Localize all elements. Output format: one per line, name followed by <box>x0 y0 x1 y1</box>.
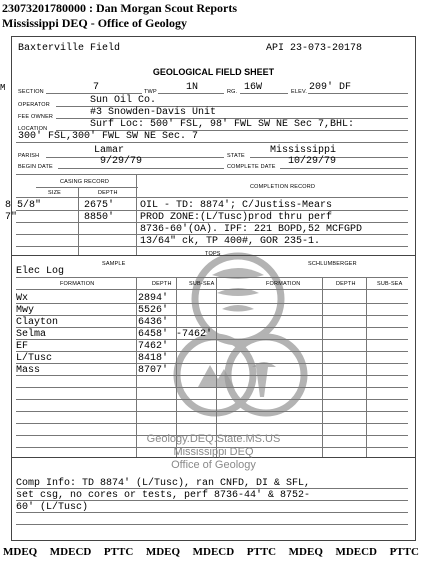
schlumberger-label: SCHLUMBERGER <box>308 261 357 267</box>
complete-date-label: COMPLETE DATE <box>227 164 276 170</box>
location-line-1: Surf Loc: 500' FSL, 98' FWL SW NE Sec 7,BHL: <box>90 119 355 130</box>
fee-owner-value: #3 Snowden-Davis Unit <box>90 107 217 118</box>
top-depth-6: 8418' <box>138 353 169 364</box>
watermark-url: Geology.DEQ.State.MS.US <box>146 433 281 445</box>
complete-date-value: 10/29/79 <box>288 156 337 167</box>
completion-line-2: PROD ZONE:(L/Tusc)prod thru perf <box>140 212 333 223</box>
casing-record-label: CASING RECORD <box>60 179 110 185</box>
footer-item-7: MDEQ <box>288 546 323 558</box>
operator-value: Sun Oil Co. <box>90 95 157 106</box>
sample-label: SAMPLE <box>102 261 126 267</box>
footer-item-1: MDEQ <box>3 546 38 558</box>
top-depth-2: 5526' <box>138 305 169 316</box>
completion-line-3: 8736-60'(OA). IPF: 221 BOPD,52 MCFGPD <box>140 224 363 235</box>
top-formation-1: Wx <box>16 293 29 304</box>
top-depth-4: 6458' <box>138 329 169 340</box>
schl-depth-label: DEPTH <box>336 281 356 287</box>
top-formation-3: Clayton <box>16 317 59 328</box>
watermark-agency: Mississippi DEQ <box>173 446 254 458</box>
top-depth-1: 2894' <box>138 293 169 304</box>
casing-size-label: SIZE <box>48 190 62 196</box>
top-formation-5: EF <box>16 341 29 352</box>
parish-label: PARISH <box>18 153 40 159</box>
section-value: 7 <box>93 82 100 93</box>
top-depth-5: 7462' <box>138 341 169 352</box>
completion-record-label: COMPLETION RECORD <box>250 184 316 190</box>
operator-label: OPERATOR <box>18 102 50 108</box>
footer-item-8: MDECD <box>335 546 378 558</box>
field-name: Baxterville Field <box>18 43 121 54</box>
elev-value: 209' DF <box>309 82 352 93</box>
schl-formation-label: FORMATION <box>266 281 301 287</box>
margin-mark: M <box>0 83 6 93</box>
sheet-title: GEOLOGICAL FIELD SHEET <box>152 67 275 77</box>
comp-info-line-1: Comp Info: TD 8874' (L/Tusc), ran CNFD, DI & SFL, <box>16 478 311 489</box>
footer-item-9: PTTC <box>389 546 419 558</box>
top-formation-6: L/Tusc <box>16 353 53 364</box>
fee-owner-label: FEE OWNER <box>18 114 54 120</box>
footer-item-3: PTTC <box>103 546 134 558</box>
location-line-2: 300' FSL,300' FWL SW NE Sec. 7 <box>18 131 199 142</box>
begin-date-value: 9/29/79 <box>100 156 143 167</box>
comp-info-line-3: 60' (L/Tusc) <box>16 502 89 513</box>
report-subtitle: Mississippi DEQ - Office of Geology <box>2 16 187 30</box>
location-label: LOCATION <box>18 126 48 132</box>
twp-value: 1N <box>186 82 199 93</box>
watermark-office: Office of Geology <box>171 459 256 471</box>
footer-item-6: PTTC <box>246 546 277 558</box>
footer-item-5: MDECD <box>192 546 235 558</box>
casing-size-1: 8 5/8" <box>5 200 42 211</box>
rg-label: RG. <box>227 89 238 95</box>
field-sheet-card <box>5 36 416 541</box>
top-depth-3: 6436' <box>138 317 169 328</box>
state-value: Mississippi <box>270 145 337 156</box>
begin-date-label: BEGIN DATE <box>18 164 53 170</box>
elev-label: ELEV. <box>291 89 308 95</box>
state-label: STATE <box>227 153 245 159</box>
top-formation-7: Mass <box>16 365 41 376</box>
sample-depth-label: DEPTH <box>152 281 172 287</box>
footer-banner <box>3 546 419 558</box>
tops-label: TOPS <box>205 251 221 257</box>
comp-info-line-2: set csg, no cores or tests, perf 8736-44' & 8752- <box>16 490 311 501</box>
parish-value: Lamar <box>94 145 125 156</box>
twp-label: TWP <box>144 89 157 95</box>
casing-depth-label: DEPTH <box>98 190 118 196</box>
casing-depth-1: 2675' <box>84 200 115 211</box>
schl-subsea-label: SUB-SEA <box>377 281 403 287</box>
top-depth-7: 8707' <box>138 365 169 376</box>
completion-line-1: OIL - TD: 8874'; C/Justiss-Mears <box>140 200 333 211</box>
top-subsea-4: -7462' <box>176 329 213 340</box>
completion-line-4: 13/64" ck, TP 400#, GOR 235-1. <box>140 236 321 247</box>
casing-size-2: 7" <box>5 212 18 223</box>
rg-value: 16W <box>244 82 263 93</box>
report-title: 23073201780000 : Dan Morgan Scout Reports <box>2 1 237 15</box>
footer-item-2: MDECD <box>49 546 92 558</box>
footer-item-4: MDEQ <box>145 546 181 558</box>
sample-subsea-label: SUB-SEA <box>189 281 215 287</box>
api-number: API 23-073-20178 <box>266 43 363 54</box>
top-formation-4: Selma <box>16 329 47 340</box>
section-label: SECTION <box>18 89 44 95</box>
top-formation-2: Mwy <box>16 305 35 316</box>
casing-depth-2: 8850' <box>84 212 115 223</box>
log-note: Elec Log <box>16 266 65 277</box>
sample-formation-label: FORMATION <box>60 281 95 287</box>
